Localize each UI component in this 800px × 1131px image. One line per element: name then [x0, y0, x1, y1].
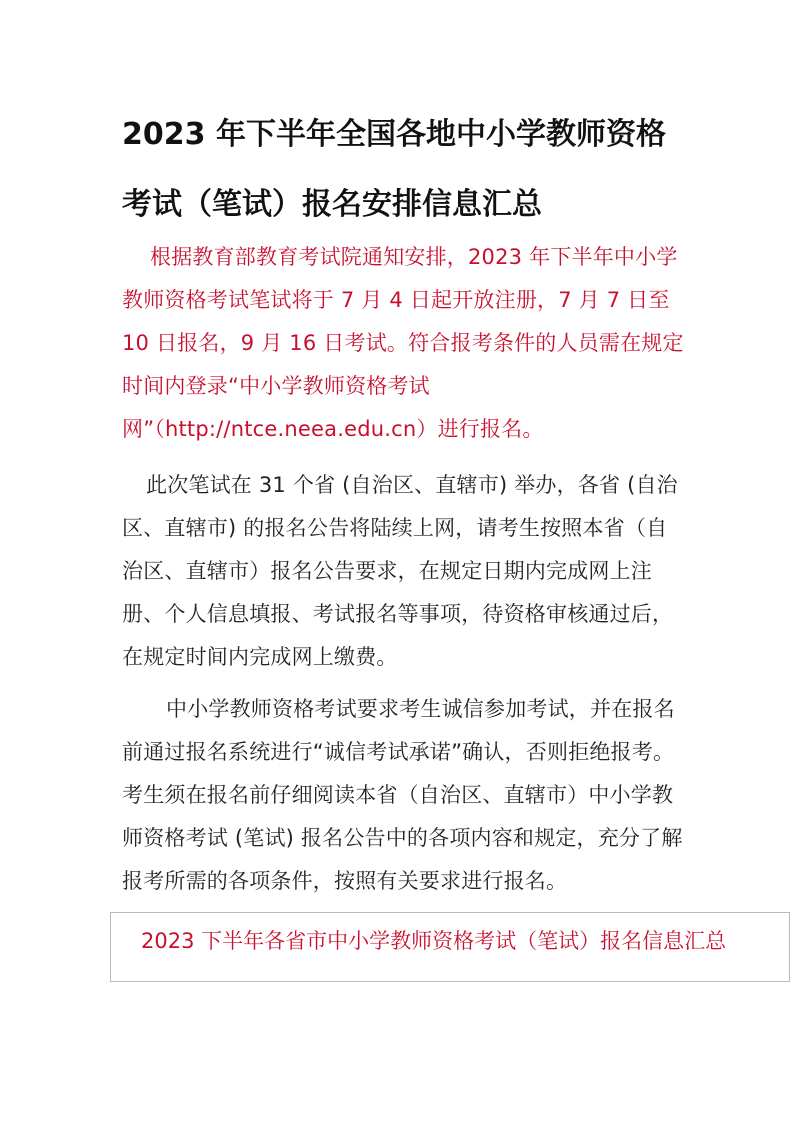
- page-title: 2023 年下半年全国各地中小学教师资格考试（笔试）报名安排信息汇总: [122, 117, 666, 222]
- integrity-requirement-paragraph: 中小学教师资格考试要求考生诚信参加考试，并在报名前通过报名系统进行“诚信考试承诺”确认，否则拒绝报考。考生须在报名前仔细阅读本省（自治区、直辖市）中小学教师资格考试 (笔试) 报名公告中的各项内容和规定，充分了解报考所需的各项条件，按照有关要求进行报名。: [122, 697, 683, 893]
- summary-link-box: [110, 912, 790, 982]
- registration-notice-paragraph: 根据教育部教育考试院通知安排，2023 年下半年中小学教师资格考试笔试将于 7 月 4 日起开放注册，7 月 7 日至 10 日报名，9 月 16 日考试。符合报考条件的人员需在规定时间内登录“中小学教师资格考试网”（http://ntce.neea.edu.cn）进行报名。: [122, 245, 684, 441]
- exam-provinces-paragraph: 此次笔试在 31 个省 (自治区、直辖市) 举办，各省 (自治区、直辖市) 的报名公告将陆续上网，请考生按照本省（自治区、直辖市）报名公告要求，在规定日期内完成网上注册、个人信息填报、考试报名等事项，待资格审核通过后，在规定时间内完成网上缴费。: [122, 473, 678, 669]
- summary-info-link[interactable]: 2023 下半年各省市中小学教师资格考试（笔试）报名信息汇总: [141, 929, 727, 953]
